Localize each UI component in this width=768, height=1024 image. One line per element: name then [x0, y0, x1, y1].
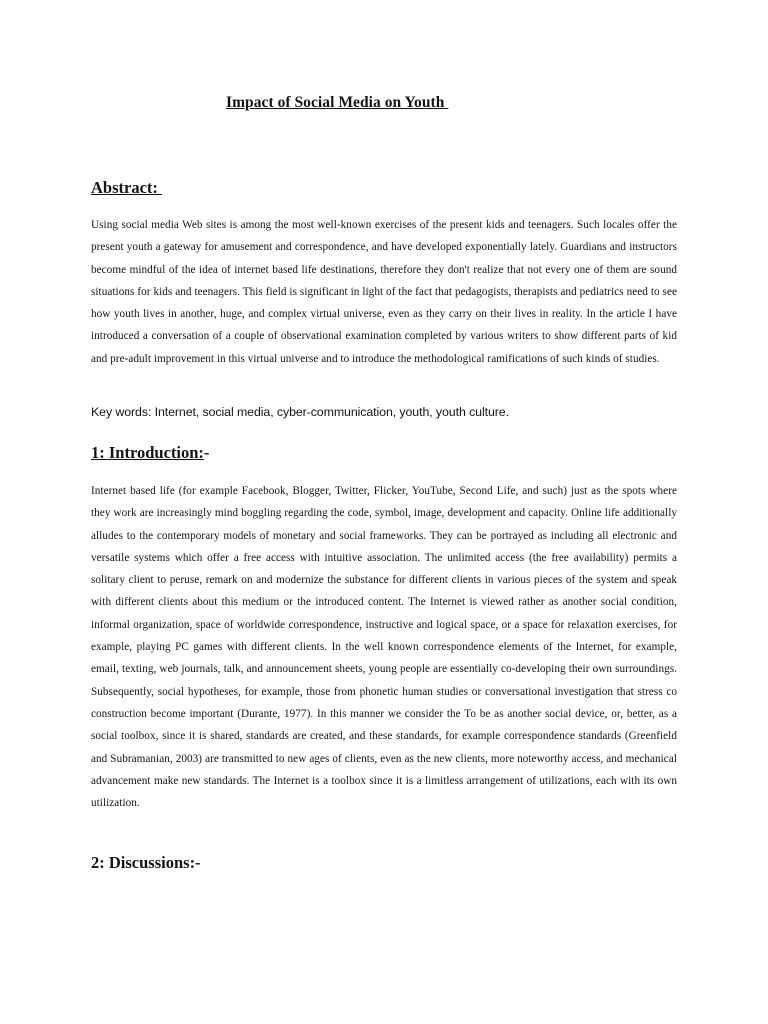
introduction-heading-text: 1: Introduction:: [91, 443, 204, 462]
abstract-paragraph: Using social media Web sites is among the most well-known exercises of the present kids and teenagers. Such locales offer the present youth a gateway for amusement and correspondence, and have developed exponentially lately. Guardians and instructors become mindful of the idea of internet based life destinations, therefore they don't realize that not every one of them are sound situations for kids and teenagers. This field is significant in light of the fact that pedagogists, therapists and pediatrics need to see how youth lives in another, huge, and complex virtual universe, even as they carry on their lives in reality. In the article I have introduced a conversation of a couple of observational examination completed by various writers to show different parts of kid and pre-adult improvement in this virtual universe and to introduce the methodological ramifications of such kinds of studies.: [91, 219, 677, 365]
introduction-heading-suffix: -: [203, 443, 210, 462]
abstract-heading: Abstract:: [91, 178, 163, 197]
document-title: Impact of Social Media on Youth: [226, 94, 449, 111]
introduction-heading: [91, 443, 209, 463]
keywords-line: Key words: Internet, social media, cyber-communication, youth, youth culture.: [91, 405, 509, 419]
introduction-paragraph: Internet based life (for example Facebook, Blogger, Twitter, Flicker, YouTube, Second Life, and such) just as the spots where they work are increasingly mind boggling regarding the code, symbol, image, development and capacity. Online life additionally alludes to the contemporary models of monetary and social frameworks. They can be portrayed as including all electronic and versatile systems which offer a free access with intuitive association. The unlimited access (the free availability) permits a solitary client to peruse, remark on and modernize the substance for different clients in various pieces of the system and speak with different clients about this medium or the introduced content. The Internet is viewed rather as another social condition, informal organization, space of worldwide correspondence, instructive and logical space, or a space for relaxation exercises, for example, playing PC games with different clients. In the well known correspondence elements of the Internet, for example, email, texting, web journals, talk, and announcement sheets, young people are essentially co-developing their own surroundings. Subsequently, social hypotheses, for example, those from phonetic human studies or conversational investigation that stress co construction become important (Durante, 1977). In this manner we consider the To be as another social device, or, better, as a social toolbox, since it is shared, standards are created, and these standards, for example correspondence standards (Greenfield and Subramanian, 2003) are transmitted to new ages of clients, even as the new clients, more noteworthy access, and mechanical advancement make new standards. The Internet is a toolbox since it is a limitless arrangement of utilizations, each with its own utilization.: [91, 485, 677, 810]
discussions-heading: 2: Discussions:-: [91, 853, 201, 872]
